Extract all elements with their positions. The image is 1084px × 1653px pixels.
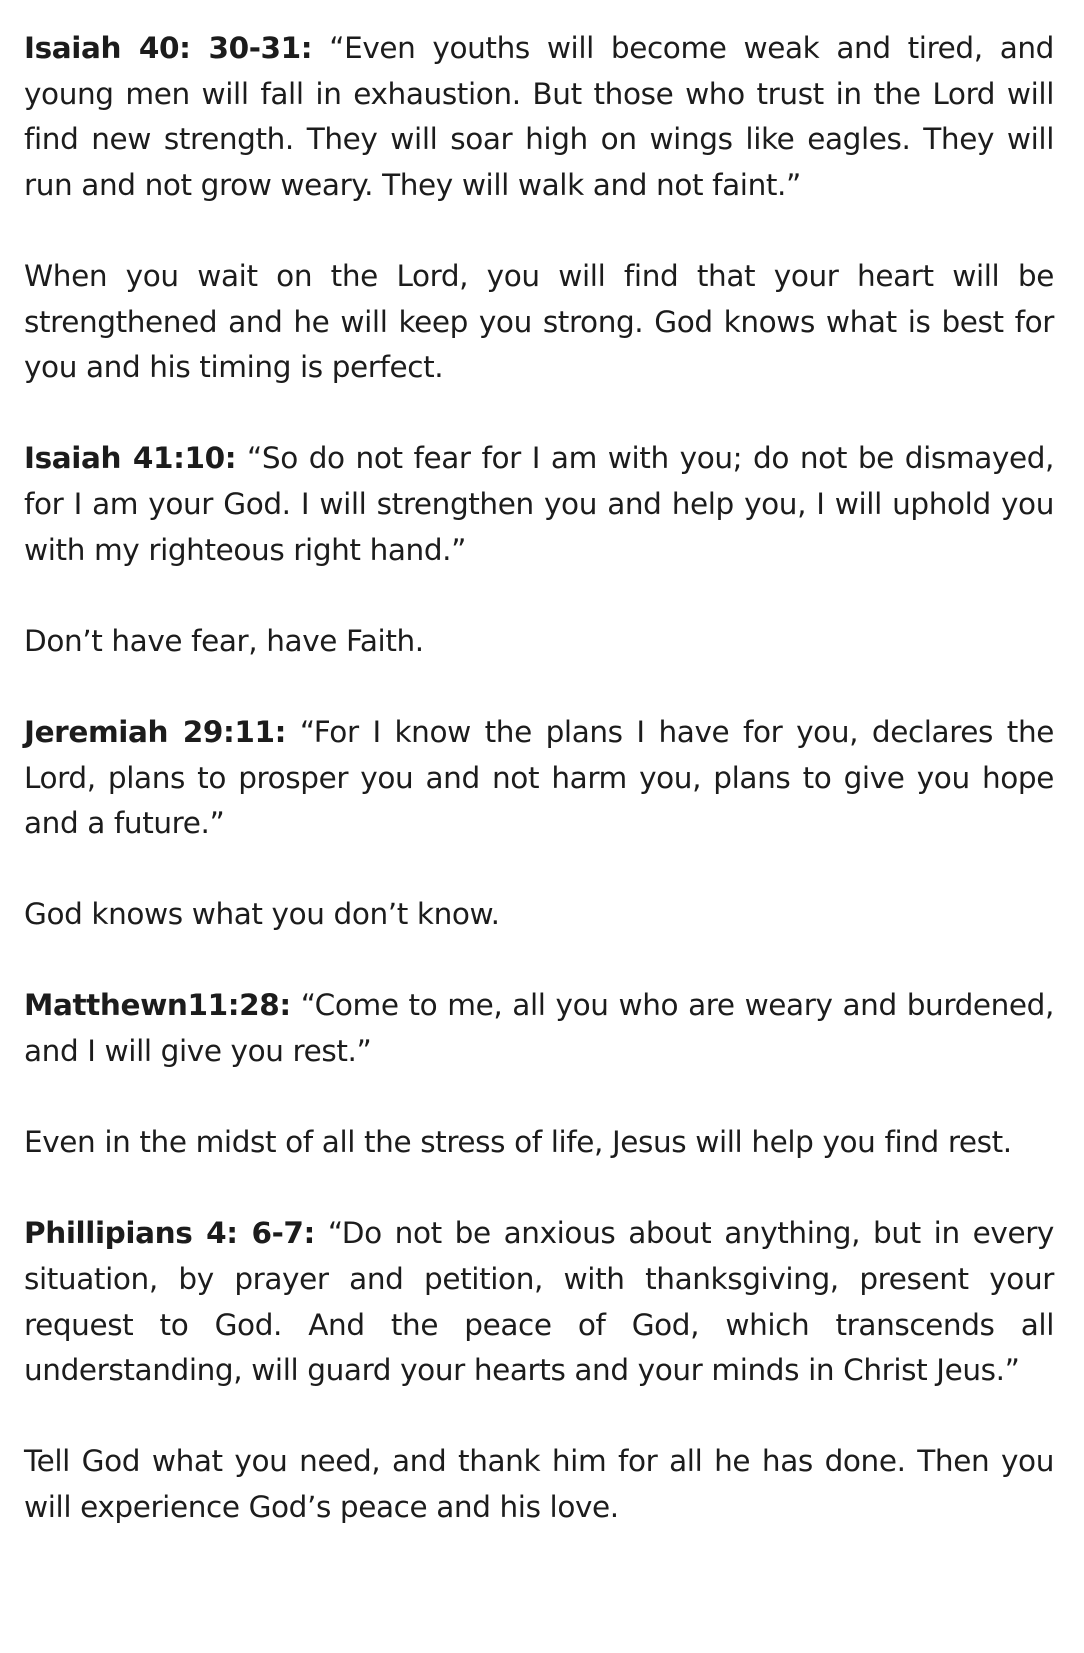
reflection-text: Tell God what you need, and thank him for all he has done. Then you will experience God’s peace and his love.: [24, 1444, 1054, 1524]
verse-paragraph-isaiah-40: [24, 26, 1054, 208]
verse-reference: Isaiah 40: 30-31:: [24, 31, 313, 65]
verse-text: “So do not fear for I am with you; do not be dismayed, for I am your God. I will strengthen you and help you, I will uphold you with my righteous right hand.”: [24, 441, 1055, 567]
reflection-paragraph: [24, 1120, 1054, 1166]
reflection-paragraph: [24, 619, 1054, 665]
verse-paragraph-jeremiah: [24, 710, 1054, 847]
reflection-text: God knows what you don’t know.: [24, 897, 500, 932]
verse-reference: Isaiah 41:10:: [24, 441, 237, 476]
verse-text: “Even youths will become weak and tired, and young men will fall in exhaustion. But those who trust in the Lord will find new strength. They will soar high on wings like eagles. They will run and not grow weary. They will walk and not faint.”: [24, 31, 1055, 202]
verse-reference: Matthewn11:28:: [24, 988, 291, 1023]
reflection-text: When you wait on the Lord, you will find that your heart will be strengthened and he will keep you strong. God knows what is best for you and his timing is perfect.: [24, 258, 1054, 385]
verse-paragraph-philippians: [24, 1211, 1054, 1393]
verse-text: “Do not be anxious about anything, but in every situation, by prayer and petition, with thanksgiving, present your request to God. And the peace of God, which transcends all understanding, will guard your hearts and your minds in Christ Jeus.”: [24, 1216, 1054, 1388]
reflection-text: Don’t have fear, have Faith.: [24, 623, 424, 658]
verse-text: “Come to me, all you who are weary and burdened, and I will give you rest.”: [24, 988, 1054, 1069]
verse-text: “For I know the plans I have for you, declares the Lord, plans to prosper you and not harm you, plans to give you hope and a future.”: [24, 714, 1054, 841]
verse-reference: Phillipians 4: 6-7:: [24, 1216, 315, 1251]
verse-reference: Jeremiah 29:11:: [24, 714, 287, 749]
reflection-paragraph: [24, 892, 1054, 938]
reflection-paragraph: [24, 1439, 1054, 1530]
reflection-text: Even in the midst of all the stress of life, Jesus will help you find rest.: [24, 1125, 1012, 1160]
document-page: [24, 26, 1054, 1576]
verse-paragraph-isaiah-41: [24, 436, 1054, 573]
verse-paragraph-matthew: [24, 983, 1054, 1074]
reflection-paragraph: [24, 254, 1054, 391]
